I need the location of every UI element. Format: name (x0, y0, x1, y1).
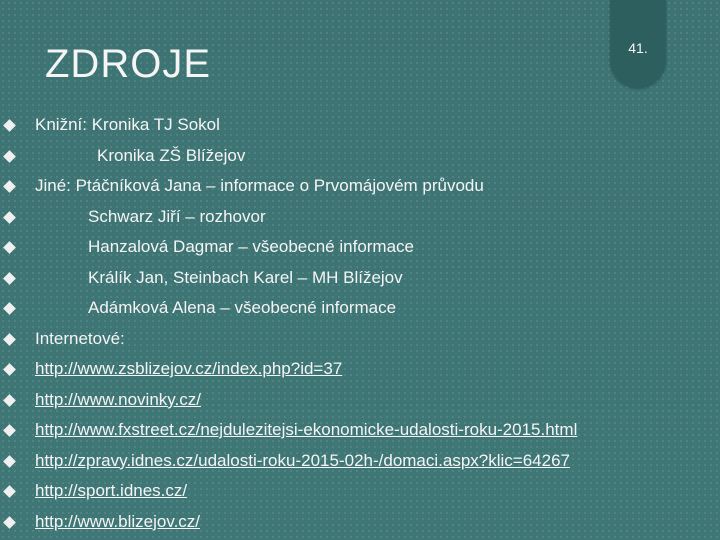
list-item-text: Schwarz Jiří – rozhovor (88, 206, 266, 226)
list-item (0, 476, 720, 507)
list-item (0, 232, 720, 263)
diamond-bullet-icon (3, 302, 16, 315)
source-link[interactable]: http://sport.idnes.cz/ (35, 481, 188, 500)
list-item-text: Králík Jan, Steinbach Karel – MH Blížejov (88, 267, 403, 287)
source-link[interactable]: http://www.fxstreet.cz/nejdulezitejsi-ekonomicke-udalosti-roku-2015.html (35, 420, 578, 439)
list-item-text: Knižní: Kronika TJ Sokol (35, 115, 220, 134)
page-number: 41. (628, 40, 648, 56)
source-link[interactable]: http://www.zsblizejov.cz/index.php?id=37 (35, 359, 343, 378)
diamond-bullet-icon (3, 241, 16, 254)
list-item (0, 415, 720, 446)
list-item (0, 293, 720, 324)
list-item (0, 171, 720, 202)
sources-list (0, 110, 720, 537)
diamond-bullet-icon (3, 485, 16, 498)
diamond-bullet-icon (3, 455, 16, 468)
list-item (0, 385, 720, 416)
source-link[interactable]: http://www.novinky.cz/ (35, 389, 201, 409)
list-item (0, 507, 720, 538)
diamond-bullet-icon (3, 150, 16, 163)
list-item (0, 324, 720, 355)
list-item-text: Hanzalová Dagmar – všeobecné informace (88, 237, 415, 256)
source-link[interactable]: http://zpravy.idnes.cz/udalosti-roku-2015-02h-/domaci.aspx?klic=64267 (35, 450, 571, 470)
list-item (0, 446, 720, 477)
list-item-text: Adámková Alena – všeobecné informace (88, 298, 397, 317)
list-item (0, 263, 720, 294)
diamond-bullet-icon (3, 119, 16, 132)
diamond-bullet-icon (3, 424, 16, 437)
diamond-bullet-icon (3, 363, 16, 376)
diamond-bullet-icon (3, 333, 16, 346)
diamond-bullet-icon (3, 394, 16, 407)
slide-title: ZDROJE (45, 42, 211, 86)
list-item (0, 141, 720, 172)
diamond-bullet-icon (3, 180, 16, 193)
list-item (0, 354, 720, 385)
source-link[interactable]: http://www.blizejov.cz/ (35, 511, 201, 531)
diamond-bullet-icon (3, 272, 16, 285)
diamond-bullet-icon (3, 211, 16, 224)
list-item (0, 202, 720, 233)
list-item (0, 110, 720, 141)
list-item-text: Kronika ZŠ Blížejov (97, 145, 246, 165)
list-item-text: Internetové: (35, 328, 125, 348)
page-number-badge (610, 0, 666, 88)
diamond-bullet-icon (3, 516, 16, 529)
list-item-text: Jiné: Ptáčníková Jana – informace o Prvomájovém průvodu (35, 176, 484, 195)
